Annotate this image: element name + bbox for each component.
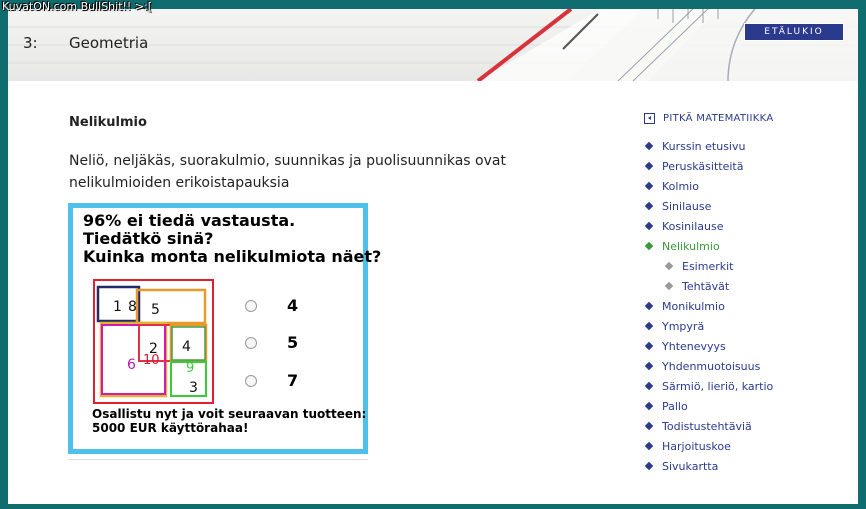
quiz-ad-banner[interactable] <box>68 203 382 454</box>
ad-question <box>83 212 381 266</box>
diamond-bullet-icon <box>665 262 673 270</box>
sidebar-item-nelikulmio[interactable] <box>644 236 854 256</box>
diamond-bullet-icon <box>645 462 653 470</box>
divider <box>68 459 368 460</box>
answer-value: 7 <box>287 371 299 390</box>
diamond-bullet-icon <box>645 422 653 430</box>
figure-label: 6 <box>127 357 136 373</box>
ad-offer-line: 5000 EUR käyttörahaa! <box>92 421 249 435</box>
ad-question-line: Tiedätkö sinä? <box>83 229 214 248</box>
sidebar-item-harjoituskoe[interactable] <box>644 436 854 456</box>
sidebar-item-label: Kosinilause <box>662 219 724 233</box>
page-title: Nelikulmio <box>69 115 147 130</box>
sidebar-item-label: Nelikulmio <box>662 239 720 253</box>
sidebar-title: PITKÄ MATEMATIIKKA <box>663 112 774 124</box>
diamond-bullet-icon <box>665 282 673 290</box>
sidebar-item-label: Kurssin etusivu <box>662 139 746 153</box>
sidebar-item-kurssin-etusivu[interactable] <box>644 136 854 156</box>
sidebar-item-pallo[interactable] <box>644 396 854 416</box>
diamond-bullet-icon <box>645 402 653 410</box>
sidebar-item-sarmio[interactable] <box>644 376 854 396</box>
back-arrow-icon[interactable] <box>644 113 655 124</box>
diamond-bullet-icon <box>645 162 653 170</box>
intro-paragraph: Neliö, neljäkäs, suorakulmio, suunnikas ja puolisuunnikas ovat nelikulmioiden erikoistapauksia <box>69 153 506 191</box>
figure-label: 2 <box>149 341 158 357</box>
sidebar-item-label: Sivukartta <box>662 459 719 473</box>
diamond-bullet-icon <box>645 142 653 150</box>
ad-question-line: 96% ei tiedä vastausta. <box>83 211 296 230</box>
figure-label: 3 <box>189 380 198 396</box>
sidebar-item-monikulmio[interactable] <box>644 296 854 316</box>
ad-offer-text <box>92 407 366 435</box>
ad-question-line: Kuinka monta nelikulmiota näet? <box>83 247 382 266</box>
ad-offer-line: Osallistu nyt ja voit seuraavan tuotteen: <box>92 407 367 421</box>
sidebar-item-label: Särmiö, lieriö, kartio <box>662 379 774 393</box>
diamond-bullet-icon <box>645 202 653 210</box>
header-banner <box>8 9 858 81</box>
etalukio-badge[interactable]: ETÄLUKIO <box>744 23 844 41</box>
figure-label: 4 <box>182 339 191 355</box>
sidebar-subitem-tehtavat[interactable] <box>644 276 854 296</box>
sidebar-item-label: Todistustehtäviä <box>662 419 752 433</box>
answer-value: 5 <box>287 333 299 352</box>
figure-label: 1 <box>113 299 122 315</box>
diamond-bullet-icon <box>645 362 653 370</box>
sidebar-item-kolmio[interactable] <box>644 176 854 196</box>
diamond-bullet-icon <box>645 242 653 250</box>
answer-option[interactable] <box>245 333 298 352</box>
radio-button[interactable] <box>245 300 257 312</box>
sidebar-item-label: Esimerkit <box>682 259 734 273</box>
diamond-bullet-icon <box>645 222 653 230</box>
figure-label: 8 <box>128 299 137 315</box>
diamond-bullet-icon <box>645 382 653 390</box>
diamond-bullet-icon <box>645 442 653 450</box>
sidebar-item-sivukartta[interactable] <box>644 456 854 476</box>
sidebar-item-todistustehtavia[interactable] <box>644 416 854 436</box>
sidebar-item-sinilause[interactable] <box>644 196 854 216</box>
sidebar-header[interactable] <box>644 110 854 126</box>
diamond-bullet-icon <box>645 302 653 310</box>
sidebar-item-label: Sinilause <box>662 199 712 213</box>
figure-label: 10 <box>143 353 160 368</box>
figure-label: 5 <box>151 302 160 318</box>
chapter-title: Geometria <box>69 34 149 52</box>
rectangles-puzzle-figure <box>93 279 215 405</box>
figure-label: 9 <box>186 361 195 376</box>
sidebar-item-label: Ympyrä <box>662 319 705 333</box>
diamond-bullet-icon <box>645 342 653 350</box>
sidebar-item-label: Pallo <box>662 399 688 413</box>
sidebar-item-yhtenevyys[interactable] <box>644 336 854 356</box>
answer-option[interactable] <box>245 296 298 315</box>
sidebar-item-kosinilause[interactable] <box>644 216 854 236</box>
sidebar-item-peruskasitteita[interactable] <box>644 156 854 176</box>
diamond-bullet-icon <box>645 322 653 330</box>
diamond-bullet-icon <box>645 182 653 190</box>
sidebar-nav <box>644 110 854 476</box>
sidebar-item-label: Tehtävät <box>682 279 730 293</box>
sidebar-item-label: Peruskäsitteitä <box>662 159 744 173</box>
answer-value: 4 <box>287 296 299 315</box>
sidebar-item-label: Yhdenmuotoisuus <box>662 359 761 373</box>
radio-button[interactable] <box>245 337 257 349</box>
watermark-text: KuvatON.com BullShit!! >:[ <box>2 0 153 13</box>
radio-button[interactable] <box>245 375 257 387</box>
sidebar-subitem-esimerkit[interactable] <box>644 256 854 276</box>
page-frame <box>8 9 858 504</box>
sidebar-item-label: Monikulmio <box>662 299 725 313</box>
sidebar-item-label: Kolmio <box>662 179 699 193</box>
sidebar-item-label: Harjoituskoe <box>662 439 731 453</box>
sidebar-item-ympyra[interactable] <box>644 316 854 336</box>
answer-option[interactable] <box>245 371 298 390</box>
sidebar-item-yhdenmuotoisuus[interactable] <box>644 356 854 376</box>
sidebar-item-label: Yhtenevyys <box>662 339 726 353</box>
chapter-number: 3: <box>23 34 38 52</box>
